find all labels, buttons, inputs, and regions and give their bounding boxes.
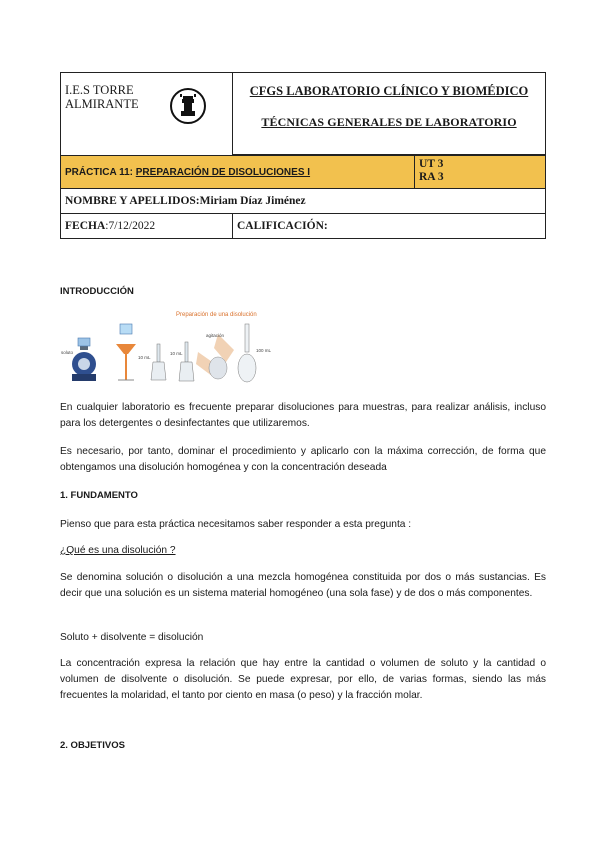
practice-title: PREPARACIÓN DE DISOLUCIONES I [135,166,311,178]
funnel-icon [116,324,136,380]
date-value: :7/12/2022 [105,220,156,232]
school-name-line-2: ALMIRANTE [65,97,139,111]
date-label: FECHA [65,220,106,232]
school-name-line-1: I.E.S TORRE [65,83,134,97]
dissolution-illustration [58,304,276,390]
practice-cell [61,156,415,189]
label-solute: soluto [61,350,74,355]
label-10ml-a: 10 mL [138,355,151,360]
label-100ml: 100 mL [256,348,272,353]
date-cell [61,214,233,239]
volumetric-flask-icon [238,324,256,382]
flask-icon-1 [151,344,166,380]
fundamento-paragraph-2: Se denomina solución o disolución a una mezcla homogénea constituida por dos o más sustancias. Es decir que una solución es un sistema material homogéneo (una sola fase) y de dos o más componentes. [60,572,546,599]
ra-label: RA 3 [419,171,444,183]
fundamento-paragraph-3: La concentración expresa la relación que hay entre la cantidad o volumen de soluto y la cantidad o volumen de disolvente o disolución. Se puede expresar, por ello, de varias formas, siendo las más frecuentes la molaridad, el tanto por ciento en masa (o peso) y la fracción molar. [60,658,546,701]
flask-icon-2 [179,342,194,381]
fundamento-paragraph-1: Pienso que para esta práctica necesitamos saber responder a esta pregunta : [60,519,412,530]
grade-cell [233,214,546,239]
label-10ml-b: 10 mL [170,351,183,356]
intro-paragraph-2: Es necesario, por tanto, dominar el procedimiento y aplicarlo con la máxima corrección, de forma que obtengamos una disolución homogénea y con la concentración deseada [60,446,546,473]
label-agitation: agitación [206,333,225,338]
name-cell [61,189,546,214]
fundamento-question: ¿Qué es una disolución ? [60,545,176,556]
program-cell [233,73,546,155]
illustration-title: Preparación de una disolución [176,312,257,318]
school-crest-icon [169,87,207,125]
name-label: NOMBRE Y APELLIDOS: [65,195,200,207]
scale-icon [72,338,96,381]
fundamento-formula: Soluto + disolvente = disolución [60,632,204,643]
name-value: Miriam Díaz Jiménez [199,195,306,207]
school-cell [61,73,233,156]
program-title: CFGS LABORATORIO CLÍNICO Y BIOMÉDICO [249,84,529,98]
objetivos-heading: 2. OBJETIVOS [60,740,125,751]
grade-label: CALIFICACIÓN: [237,220,328,232]
fundamento-heading: 1. FUNDAMENTO [60,490,138,501]
intro-paragraph-1: En cualquier laboratorio es frecuente preparar disoluciones para muestras, para realizar análisis, incluso para los detergentes o desinfectantes que utilizaremos. [60,402,546,429]
practice-prefix: PRÁCTICA 11: [65,166,133,178]
ut-label: UT 3 [419,158,444,170]
intro-heading: INTRODUCCIÓN [60,286,134,297]
ut-ra-cell [415,156,546,189]
module-title: TÉCNICAS GENERALES DE LABORATORIO [261,115,517,129]
header-table [60,72,546,239]
mixing-hands-icon [196,334,234,379]
